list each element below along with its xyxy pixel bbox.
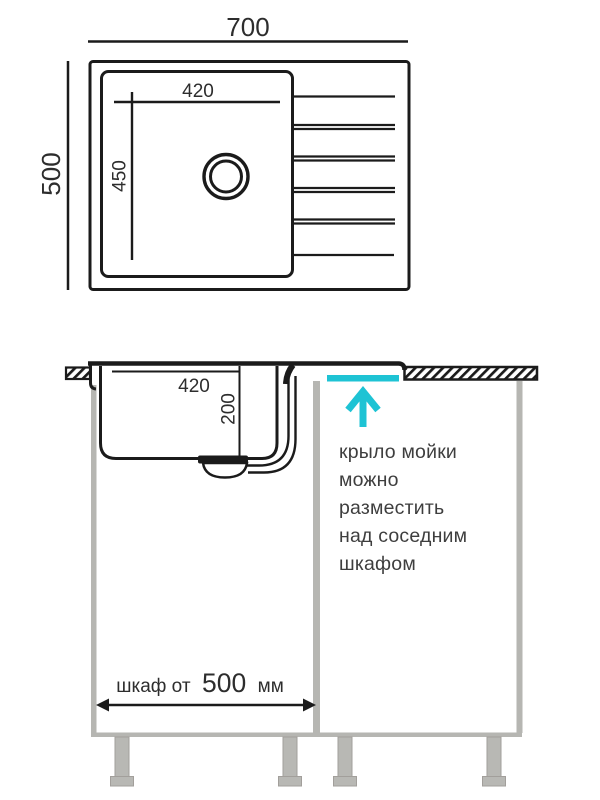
overall-width-dim-label: 700	[226, 12, 270, 42]
section-bowl-depth-dim-label: 200	[218, 393, 240, 425]
note-line: разместить	[339, 497, 445, 519]
up-arrow-icon	[348, 392, 378, 428]
cabinet-leg-foot	[483, 777, 506, 787]
sink-section-view	[66, 364, 537, 787]
cabinet-bottom-shelf	[91, 733, 522, 738]
bowl-width-dim-label: 420	[182, 81, 214, 102]
wing-highlight-line	[327, 375, 399, 382]
section-bowl-width-dim-label: 420	[178, 376, 210, 397]
drain-trap	[203, 463, 247, 478]
cabinet-width-dim-label: шкаф от 500 мм	[116, 668, 284, 698]
wing-note	[339, 441, 467, 575]
cabinet-right-panel	[517, 381, 523, 733]
cabinet-leg	[115, 737, 129, 777]
countertop-right	[405, 367, 538, 380]
cabinet-leg-foot	[334, 777, 357, 787]
sink-top-view	[36, 12, 409, 290]
dim-arrowhead-left	[96, 699, 109, 712]
cabinet-leg	[487, 737, 501, 777]
note-line: шкафом	[339, 553, 416, 575]
cabinet-width-dim	[96, 668, 316, 712]
cabinet-leg	[283, 737, 297, 777]
cabinet-leg-foot	[279, 777, 302, 787]
countertop-left	[66, 368, 90, 380]
bowl-depth-dim-label: 450	[109, 160, 131, 192]
cabinet-leg	[338, 737, 352, 777]
note-line: над соседним	[339, 525, 468, 547]
overall-depth-dim-label: 500	[36, 152, 66, 196]
note-line: можно	[339, 469, 399, 491]
cabinet-legs	[111, 737, 506, 786]
cabinet-left-panel	[91, 385, 97, 733]
cabinet-middle-panel	[313, 381, 320, 733]
cabinet-leg-foot	[111, 777, 134, 787]
note-line: крыло мойки	[339, 441, 458, 463]
